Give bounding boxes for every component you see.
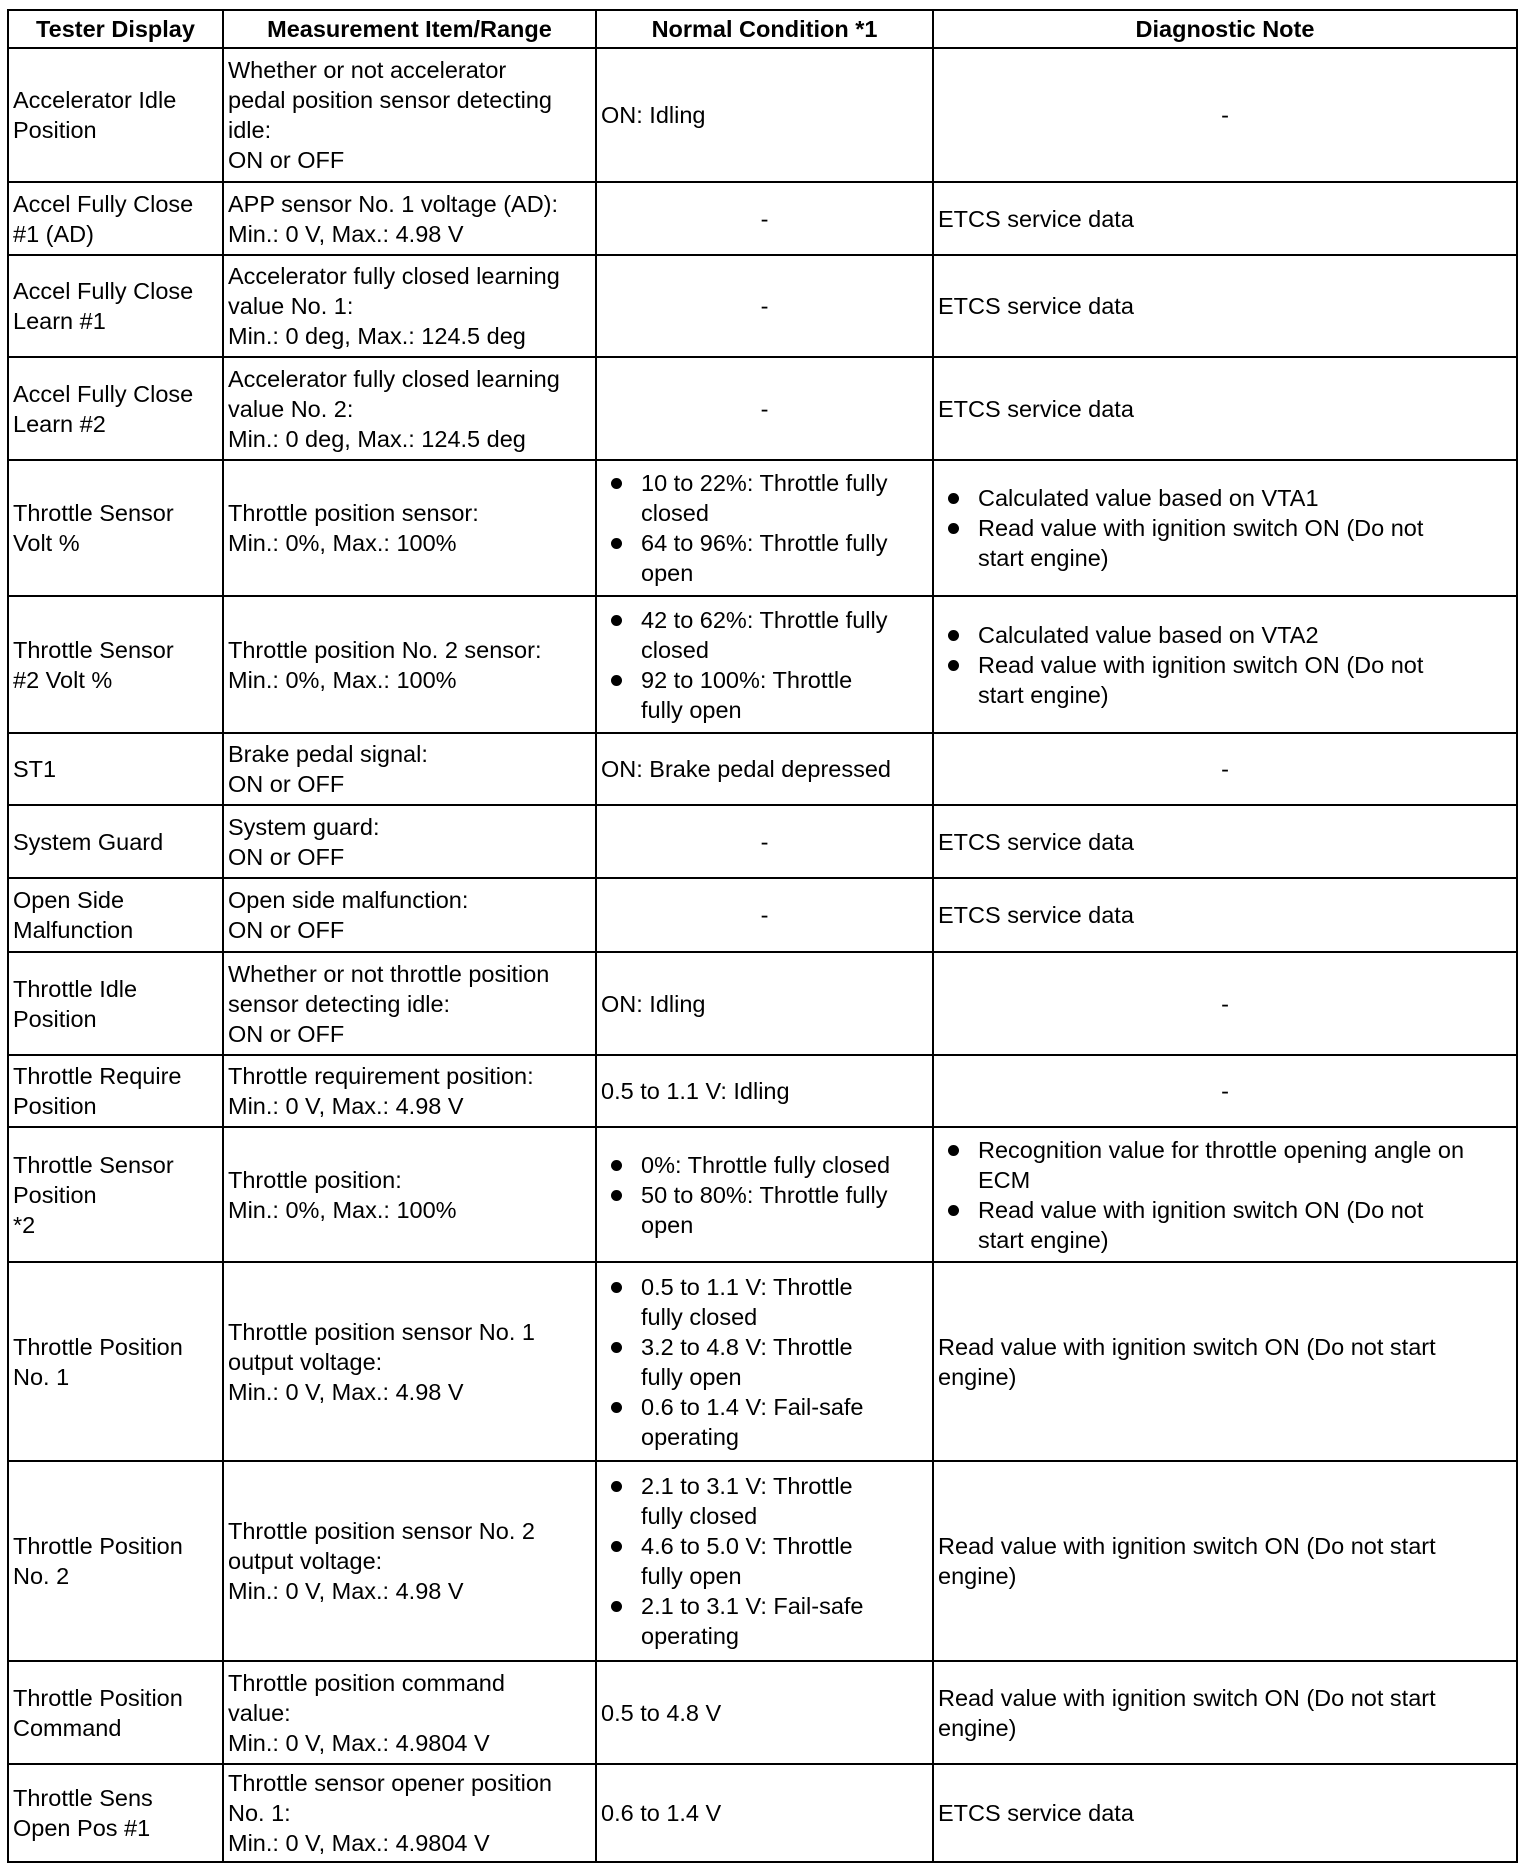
diagnostic-note-cell bbox=[933, 1461, 1517, 1661]
text-line: System Guard bbox=[13, 828, 164, 855]
text-line: 92 to 100%: Throttle bbox=[641, 666, 853, 693]
text-line: Throttle Idle bbox=[13, 975, 138, 1002]
measurement-range-cell bbox=[223, 255, 596, 357]
text-line: No. 1 bbox=[13, 1363, 70, 1390]
text-line: engine) bbox=[938, 1363, 1017, 1390]
normal-condition-cell: - bbox=[596, 357, 933, 460]
text-line: Command bbox=[13, 1714, 122, 1741]
text-line: Min.: 0 V, Max.: 4.9804 V bbox=[228, 1729, 490, 1756]
table-row bbox=[8, 805, 1517, 878]
text-line: 2.1 to 3.1 V: Throttle bbox=[641, 1473, 853, 1499]
text-line: No. 1: bbox=[228, 1800, 291, 1826]
text-line: Read value with ignition switch ON (Do not start bbox=[938, 1533, 1436, 1559]
text-line: closed bbox=[641, 636, 709, 663]
text-line: Throttle Sensor bbox=[13, 1151, 174, 1178]
text-line: Min.: 0%, Max.: 100% bbox=[228, 530, 457, 556]
diagnostic-note-cell: ETCS service data bbox=[933, 878, 1517, 952]
bullet-item bbox=[978, 483, 1512, 513]
header-tester-display: Tester Display bbox=[8, 10, 223, 48]
text-line: Throttle sensor opener position bbox=[228, 1770, 552, 1796]
text-line: Read value with ignition switch ON (Do not start bbox=[938, 1684, 1436, 1711]
text-line: 64 to 96%: Throttle fully bbox=[641, 530, 888, 556]
text-line: System guard: bbox=[228, 813, 380, 840]
diagnostic-note-cell bbox=[933, 1262, 1517, 1461]
tester-display-cell bbox=[8, 733, 223, 805]
text-line: ECM bbox=[978, 1166, 1031, 1193]
bullet-item bbox=[641, 605, 928, 665]
table-row bbox=[8, 460, 1517, 596]
bullet-item bbox=[641, 468, 928, 528]
table-header-row bbox=[8, 10, 1517, 48]
normal-condition-cell: - bbox=[596, 182, 933, 255]
text-line: Position bbox=[13, 1181, 97, 1208]
text-line: 4.6 to 5.0 V: Throttle bbox=[641, 1533, 853, 1559]
text-line: Accel Fully Close bbox=[13, 380, 194, 407]
bullet-item bbox=[641, 1180, 928, 1240]
text-line: ST1 bbox=[13, 756, 57, 782]
diagnostic-note-cell: - bbox=[933, 733, 1517, 805]
diagnostic-note-cell: ETCS service data bbox=[933, 805, 1517, 878]
text-line: output voltage: bbox=[228, 1548, 383, 1574]
text-line: Min.: 0 deg, Max.: 124.5 deg bbox=[228, 323, 526, 349]
text-line: Malfunction bbox=[13, 917, 134, 943]
text-line: Throttle position No. 2 sensor: bbox=[228, 636, 542, 663]
text-line: ON or OFF bbox=[228, 917, 345, 943]
text-line: Accelerator Idle bbox=[13, 87, 177, 113]
text-line: fully open bbox=[641, 1563, 742, 1589]
text-line: Read value with ignition switch ON (Do not bbox=[978, 515, 1424, 541]
diagnostic-note-cell bbox=[933, 460, 1517, 596]
normal-condition-cell bbox=[596, 460, 933, 596]
header-measurement-item: Measurement Item/Range bbox=[223, 10, 596, 48]
table-row bbox=[8, 48, 1517, 182]
text-line: Learn #2 bbox=[13, 410, 106, 437]
text-line: #1 (AD) bbox=[13, 220, 94, 247]
measurement-range-cell bbox=[223, 1461, 596, 1661]
tester-display-cell bbox=[8, 1262, 223, 1461]
text-line: 3.2 to 4.8 V: Throttle bbox=[641, 1333, 853, 1360]
text-line: Min.: 0 V, Max.: 4.98 V bbox=[228, 1578, 464, 1604]
bullet-item bbox=[978, 513, 1512, 573]
table-row bbox=[8, 255, 1517, 357]
measurement-range-cell bbox=[223, 1262, 596, 1461]
tester-display-cell bbox=[8, 805, 223, 878]
text-line: value No. 2: bbox=[228, 395, 354, 422]
normal-condition-cell: - bbox=[596, 255, 933, 357]
normal-condition-cell: 0.5 to 4.8 V bbox=[596, 1661, 933, 1764]
normal-condition-cell bbox=[596, 1461, 933, 1661]
text-line: ON or OFF bbox=[228, 147, 345, 173]
text-line: Read value with ignition switch ON (Do not bbox=[978, 651, 1424, 678]
text-line: Read value with ignition switch ON (Do not bbox=[978, 1196, 1424, 1223]
text-line: Throttle Sensor bbox=[13, 500, 174, 526]
diagnostic-note-cell: - bbox=[933, 1055, 1517, 1127]
text-line: 42 to 62%: Throttle fully bbox=[641, 606, 888, 633]
diagnostic-note-cell bbox=[933, 1127, 1517, 1262]
text-line: output voltage: bbox=[228, 1348, 383, 1375]
tester-display-cell bbox=[8, 255, 223, 357]
bullet-item bbox=[978, 650, 1512, 710]
text-line: sensor detecting idle: bbox=[228, 990, 451, 1017]
tester-display-cell bbox=[8, 1055, 223, 1127]
text-line: closed bbox=[641, 500, 709, 526]
text-line: Accelerator fully closed learning bbox=[228, 263, 560, 289]
diagnostic-note-cell: ETCS service data bbox=[933, 1764, 1517, 1862]
tester-display-cell bbox=[8, 1127, 223, 1262]
bullet-item bbox=[641, 1392, 928, 1452]
text-line: fully open bbox=[641, 1363, 742, 1390]
text-line: 50 to 80%: Throttle fully bbox=[641, 1181, 888, 1208]
text-line: ON or OFF bbox=[228, 1020, 345, 1047]
table-row bbox=[8, 952, 1517, 1055]
text-line: Throttle position: bbox=[228, 1166, 402, 1193]
text-line: Throttle position sensor No. 1 bbox=[228, 1318, 535, 1345]
measurement-range-cell bbox=[223, 48, 596, 182]
diagnostic-note-cell: - bbox=[933, 48, 1517, 182]
text-line: Throttle Sensor bbox=[13, 636, 174, 663]
table-row bbox=[8, 733, 1517, 805]
normal-condition-cell: - bbox=[596, 805, 933, 878]
normal-condition-cell bbox=[596, 1262, 933, 1461]
text-line: Open Side bbox=[13, 887, 125, 913]
table-row bbox=[8, 1661, 1517, 1764]
text-line: Throttle Position bbox=[13, 1333, 183, 1360]
text-line: Whether or not accelerator bbox=[228, 57, 507, 83]
bullet-item bbox=[641, 528, 928, 588]
table-row bbox=[8, 1461, 1517, 1661]
diagnostic-note-cell: ETCS service data bbox=[933, 255, 1517, 357]
text-line: operating bbox=[641, 1623, 739, 1649]
diagnostic-note-cell bbox=[933, 1661, 1517, 1764]
tester-display-cell bbox=[8, 952, 223, 1055]
bullet-item bbox=[641, 1150, 928, 1180]
text-line: engine) bbox=[938, 1563, 1017, 1589]
tester-display-cell bbox=[8, 1661, 223, 1764]
diagnostic-note-cell: ETCS service data bbox=[933, 182, 1517, 255]
text-line: fully closed bbox=[641, 1303, 758, 1330]
text-line: Throttle Require bbox=[13, 1063, 182, 1089]
measurement-range-cell bbox=[223, 805, 596, 878]
text-line: Recognition value for throttle opening angle on bbox=[978, 1136, 1465, 1163]
text-line: open bbox=[641, 1211, 694, 1238]
measurement-range-cell bbox=[223, 1661, 596, 1764]
text-line: Min.: 0 deg, Max.: 124.5 deg bbox=[228, 425, 526, 452]
tester-display-cell bbox=[8, 596, 223, 733]
tester-data-table bbox=[7, 9, 1518, 1863]
text-line: start engine) bbox=[978, 681, 1109, 708]
tester-display-cell bbox=[8, 1764, 223, 1862]
text-line: Min.: 0 V, Max.: 4.98 V bbox=[228, 1093, 464, 1119]
text-line: Throttle Position bbox=[13, 1684, 183, 1711]
text-line: Read value with ignition switch ON (Do not start bbox=[938, 1333, 1436, 1360]
text-line: idle: bbox=[228, 117, 272, 143]
text-line: engine) bbox=[938, 1714, 1017, 1741]
table-row bbox=[8, 1055, 1517, 1127]
text-line: fully closed bbox=[641, 1503, 758, 1529]
text-line: value No. 1: bbox=[228, 293, 354, 319]
measurement-range-cell bbox=[223, 596, 596, 733]
text-line: fully open bbox=[641, 696, 742, 723]
text-line: Open side malfunction: bbox=[228, 887, 469, 913]
table-row bbox=[8, 1127, 1517, 1262]
measurement-range-cell bbox=[223, 357, 596, 460]
text-line: Throttle position command bbox=[228, 1669, 505, 1696]
text-line: value: bbox=[228, 1699, 291, 1726]
measurement-range-cell bbox=[223, 1055, 596, 1127]
tester-display-cell bbox=[8, 182, 223, 255]
text-line: 0.6 to 1.4 V: Fail-safe bbox=[641, 1393, 864, 1420]
text-line: Brake pedal signal: bbox=[228, 741, 428, 767]
tester-display-cell bbox=[8, 878, 223, 952]
tester-display-cell bbox=[8, 1461, 223, 1661]
text-line: open bbox=[641, 560, 694, 586]
bullet-item bbox=[978, 620, 1512, 650]
normal-condition-cell: 0.5 to 1.1 V: Idling bbox=[596, 1055, 933, 1127]
bullet-item bbox=[641, 1591, 928, 1651]
text-line: Position bbox=[13, 1005, 97, 1032]
text-line: Accelerator fully closed learning bbox=[228, 365, 560, 392]
normal-condition-cell: ON: Idling bbox=[596, 48, 933, 182]
tester-display-cell bbox=[8, 460, 223, 596]
text-line: Min.: 0%, Max.: 100% bbox=[228, 666, 457, 693]
table-row bbox=[8, 182, 1517, 255]
text-line: ON or OFF bbox=[228, 771, 345, 797]
text-line: Throttle Position bbox=[13, 1533, 183, 1559]
text-line: Calculated value based on VTA1 bbox=[978, 485, 1319, 511]
diagnostic-note-cell: ETCS service data bbox=[933, 357, 1517, 460]
text-line: Learn #1 bbox=[13, 308, 106, 334]
text-line: start engine) bbox=[978, 1226, 1109, 1253]
text-line: 2.1 to 3.1 V: Fail-safe bbox=[641, 1593, 864, 1619]
text-line: Accel Fully Close bbox=[13, 190, 194, 217]
text-line: Min.: 0%, Max.: 100% bbox=[228, 1196, 457, 1223]
diagnostic-note-cell: - bbox=[933, 952, 1517, 1055]
text-line: Min.: 0 V, Max.: 4.98 V bbox=[228, 220, 464, 247]
table-row bbox=[8, 1262, 1517, 1461]
text-line: APP sensor No. 1 voltage (AD): bbox=[228, 190, 559, 217]
bullet-item bbox=[641, 1471, 928, 1531]
text-line: Calculated value based on VTA2 bbox=[978, 621, 1319, 648]
text-line: Min.: 0 V, Max.: 4.98 V bbox=[228, 1378, 464, 1405]
text-line: Position bbox=[13, 117, 97, 143]
text-line: Accel Fully Close bbox=[13, 278, 194, 304]
text-line: #2 Volt % bbox=[13, 666, 113, 693]
bullet-item bbox=[641, 1332, 928, 1392]
measurement-range-cell bbox=[223, 460, 596, 596]
measurement-range-cell bbox=[223, 733, 596, 805]
tester-display-cell bbox=[8, 357, 223, 460]
normal-condition-cell: - bbox=[596, 878, 933, 952]
text-line: pedal position sensor detecting bbox=[228, 87, 552, 113]
text-line: Position bbox=[13, 1093, 97, 1119]
measurement-range-cell bbox=[223, 952, 596, 1055]
normal-condition-cell bbox=[596, 1127, 933, 1262]
bullet-item bbox=[978, 1195, 1512, 1255]
normal-condition-cell bbox=[596, 596, 933, 733]
text-line: start engine) bbox=[978, 545, 1109, 571]
text-line: Throttle position sensor No. 2 bbox=[228, 1518, 535, 1544]
table-row bbox=[8, 357, 1517, 460]
text-line: ON or OFF bbox=[228, 843, 345, 870]
text-line: operating bbox=[641, 1423, 739, 1450]
measurement-range-cell bbox=[223, 1127, 596, 1262]
text-line: 0%: Throttle fully closed bbox=[641, 1151, 891, 1178]
header-normal-condition: Normal Condition *1 bbox=[596, 10, 933, 48]
measurement-range-cell bbox=[223, 878, 596, 952]
table-row bbox=[8, 1764, 1517, 1862]
bullet-item bbox=[978, 1135, 1512, 1195]
bullet-item bbox=[641, 1531, 928, 1591]
normal-condition-cell: ON: Idling bbox=[596, 952, 933, 1055]
text-line: Throttle requirement position: bbox=[228, 1063, 534, 1089]
text-line: Throttle Sens bbox=[13, 1785, 153, 1811]
measurement-range-cell bbox=[223, 182, 596, 255]
text-line: No. 2 bbox=[13, 1563, 70, 1589]
measurement-range-cell bbox=[223, 1764, 596, 1862]
bullet-item bbox=[641, 665, 928, 725]
text-line: Min.: 0 V, Max.: 4.9804 V bbox=[228, 1830, 490, 1856]
normal-condition-cell: 0.6 to 1.4 V bbox=[596, 1764, 933, 1862]
text-line: Throttle position sensor: bbox=[228, 500, 479, 526]
text-line: Whether or not throttle position bbox=[228, 960, 550, 987]
text-line: 10 to 22%: Throttle fully bbox=[641, 470, 888, 496]
table-row bbox=[8, 878, 1517, 952]
text-line: Volt % bbox=[13, 530, 80, 556]
bullet-item bbox=[641, 1272, 928, 1332]
diagnostic-note-cell bbox=[933, 596, 1517, 733]
table-row bbox=[8, 596, 1517, 733]
normal-condition-cell: ON: Brake pedal depressed bbox=[596, 733, 933, 805]
text-line: Open Pos #1 bbox=[13, 1815, 151, 1841]
header-diagnostic-note: Diagnostic Note bbox=[933, 10, 1517, 48]
text-line: 0.5 to 1.1 V: Throttle bbox=[641, 1273, 853, 1300]
text-line: *2 bbox=[13, 1211, 36, 1238]
tester-display-cell bbox=[8, 48, 223, 182]
